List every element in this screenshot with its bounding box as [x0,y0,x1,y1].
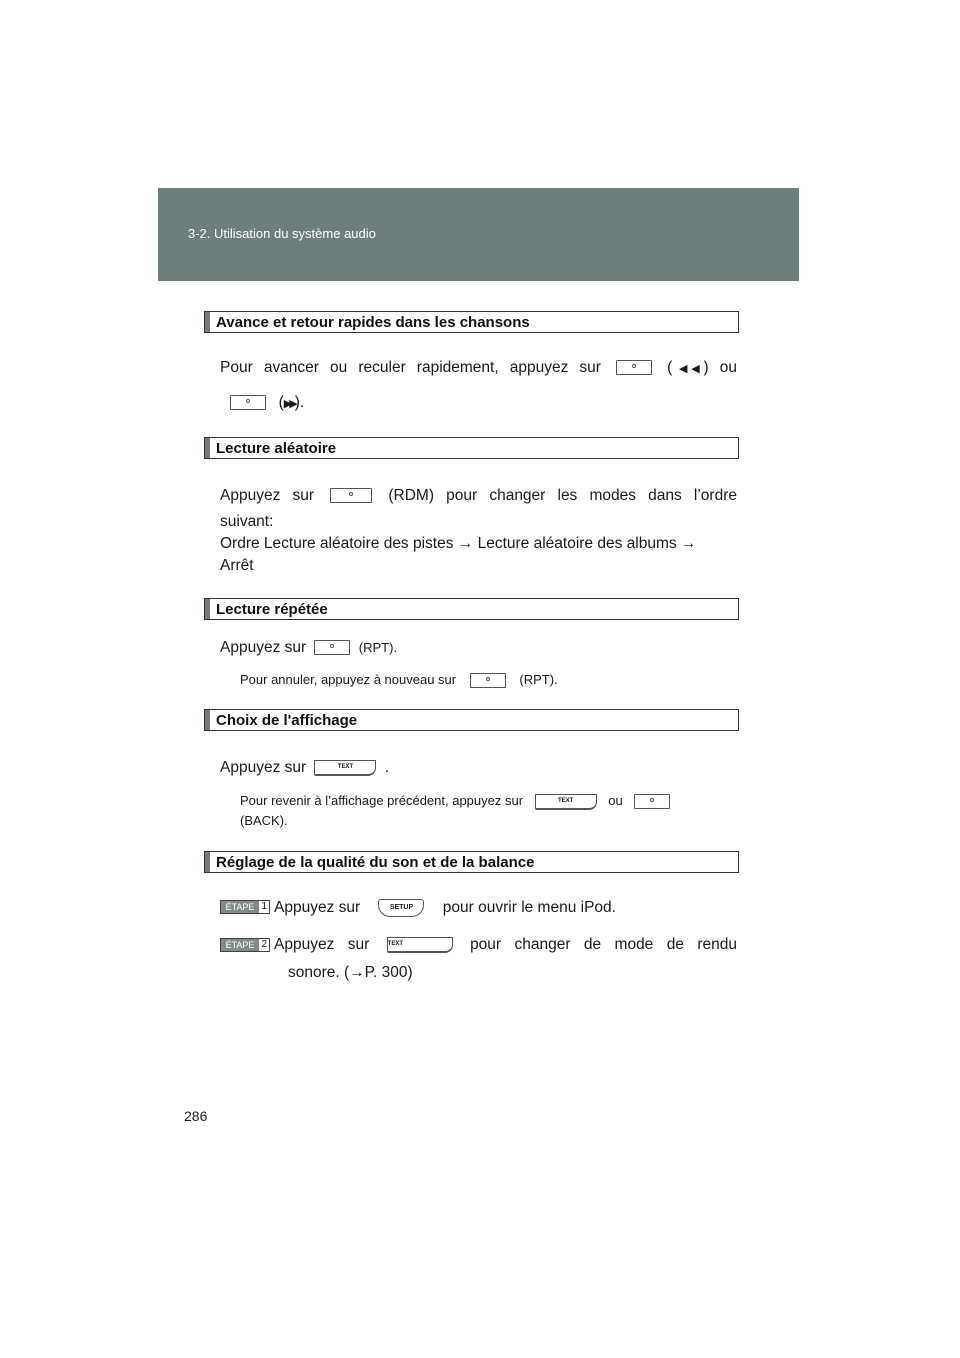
ff-paragraph-line1: Pour avancer ou reculer rapidement, appuyez sur (◀◀) ou [220,359,738,376]
ou-text: ou [608,793,623,808]
section-title: Lecture aléatoire [216,440,337,457]
display-line1 [220,756,389,780]
repeat-note-text: Pour annuler, appuyez à nouveau sur [240,672,457,687]
section-title: Réglage de la qualité du son et de la balance [216,854,535,871]
page-number: 286 [184,1108,208,1124]
text-button-icon: TEXT [387,937,453,953]
text-button-icon: TEXT [314,760,376,776]
repeat-line1 [220,636,397,660]
section-header-repeat [204,598,739,620]
step-badge-1 [220,900,270,914]
section-header-random [204,437,739,459]
setup-button-icon: SETUP [378,899,424,917]
section-header-display [204,709,739,731]
section-title: Avance et retour rapides dans les chansons [216,314,530,331]
random-text: (RDM) pour changer les modes dans l’ordre [388,487,737,504]
back-button-icon [634,794,670,809]
rewind-button-icon [616,360,652,375]
display-note-line1 [240,792,736,810]
rpt-button-icon [470,673,506,688]
ff-paragraph-line2: (▶▶). [226,391,304,416]
appuyez-text: Appuyez sur [220,639,307,656]
random-line2: suivant: [220,513,274,530]
appuyez-text: Appuyez sur [274,899,361,916]
step-label: ÉTAPE [221,901,259,913]
appuyez-text: Appuyez sur [274,936,370,953]
rpt-button-icon [314,640,350,655]
display-note-line2: (BACK). [240,813,288,828]
appuyez-text: Appuyez sur [220,487,315,504]
fast-forward-button-icon [230,395,266,410]
step2-text [274,933,737,957]
section-header-fast-forward [204,311,739,333]
random-line3: Ordre Lecture aléatoire des pistes → Lecture aléatoire des albums → [220,535,697,552]
step2-rest: pour changer de mode de rendu [470,936,737,953]
rpt-text: (RPT). [519,672,558,687]
fast-forward-glyph-icon: ▶▶ [283,398,295,410]
chapter-header [158,188,799,281]
section-header-sound [204,851,739,873]
random-line4: Arrêt [220,557,254,574]
rpt-text: (RPT). [358,640,398,655]
step-number: 2 [261,939,267,950]
appuyez-text: Appuyez sur [220,759,307,776]
repeat-note [240,671,558,689]
ou-text: ou [719,359,738,376]
display-note-text: Pour revenir à l’affichage précédent, appuyez sur [240,793,524,808]
step1-rest: pour ouvrir le menu iPod. [442,899,616,916]
ff-text: Pour avancer ou reculer rapidement, appuyez sur [220,359,601,376]
rdm-button-icon [330,488,372,503]
random-line1 [220,484,737,508]
chapter-title: 3-2. Utilisation du système audio [188,226,376,241]
step-label: ÉTAPE [221,939,259,951]
text-button-icon: TEXT [535,794,597,810]
dot-text: . [384,759,390,776]
step1-text [274,896,616,920]
step-number: 1 [261,901,267,912]
section-title: Lecture répétée [216,601,328,618]
step2-line2: sonore. (→P. 300) [288,964,413,981]
rewind-glyph-icon: ◀◀ [672,363,704,375]
step-badge-2 [220,938,270,952]
section-title: Choix de l'affichage [216,712,358,729]
